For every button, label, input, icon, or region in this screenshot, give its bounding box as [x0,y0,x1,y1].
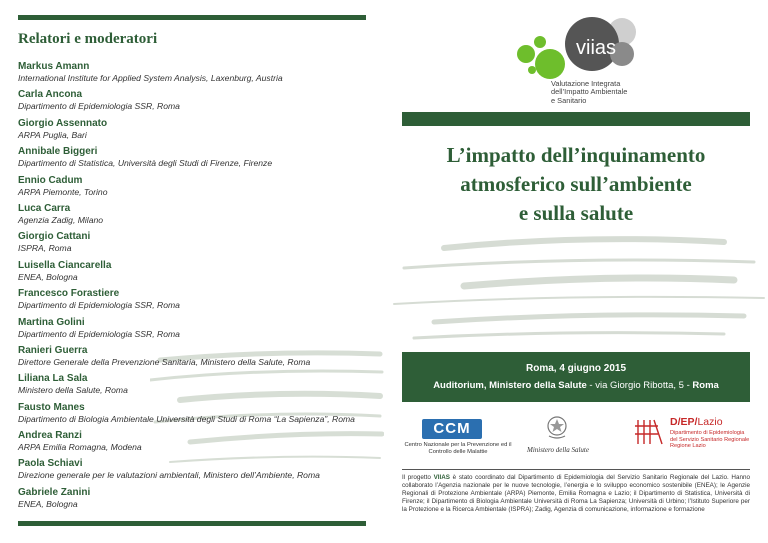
speaker-name: Ennio Cadum [18,174,83,186]
right-panel [384,0,768,543]
section-title: Relatori e moderatori [18,31,158,47]
speaker-affiliation: ISPRA, Roma [18,243,72,254]
logo-subtitle [551,80,627,105]
footer-text [402,474,750,514]
speaker-affiliation: ENEA, Bologna [18,498,78,509]
speaker-affiliation: Ministero della Salute, Roma [18,385,128,396]
venue-name: Auditorium, Ministero della Salute [433,380,587,391]
ccm-logo: CCM [422,419,482,439]
venue-address: - via Giorgio Ribotta, 5 - [586,380,693,391]
speaker-affiliation: Agenzia Zadig, Milano [18,214,104,225]
speaker-affiliation: International Institute for Applied System Analysis, Laxenburg, Austria [18,73,283,83]
speaker-affiliation: ARPA Piemonte, Torino [18,186,108,197]
speaker-item [18,174,368,202]
speaker-name: Annibale Biggeri [18,146,98,158]
brush-strokes-decoration [384,228,768,348]
speaker-name: Liliana La Sala [18,373,88,385]
speaker-affiliation: Dipartimento di Statistica, Università degli Studi di Firenze, Firenze [18,158,273,169]
speaker-affiliation: ARPA Emilia Romagna, Modena [18,442,142,453]
speaker-name: Giorgio Cattani [18,231,91,243]
speaker-name: Giorgio Assennato [18,117,108,129]
speaker-name: Luca Carra [18,202,71,214]
title-line: L’impatto dell’inquinamento [446,143,706,167]
speaker-item [18,145,368,173]
speaker-name: Fausto Manes [18,401,85,413]
speaker-affiliation: Direzione generale per le valutazioni ambientali, Ministero dell’Ambiente, Roma [18,470,320,481]
speaker-affiliation: Dipartimento di Biologia Ambientale Università degli Studi di Roma “La Sapienza”, Roma [18,413,355,424]
speaker-item [18,117,368,145]
speaker-affiliation: Dipartimento di Epidemiologia SSR, Roma [18,328,180,339]
venue-city: Roma [692,380,719,391]
dep-title [670,416,723,428]
speaker-affiliation: Dipartimento di Epidemiologia SSR, Roma [18,300,180,311]
ccm-caption: Centro Nazionale per la Prevenzione ed il Controllo delle Malattie [404,442,512,455]
dep-caption-line: del Servizio Sanitario Regionale [670,436,750,443]
speaker-item [18,259,368,287]
speaker-item [18,88,368,116]
event-box [402,352,750,402]
republic-emblem-icon [546,414,568,440]
bottom-rule [18,521,366,526]
speaker-name: Carla Ancona [18,89,83,101]
speaker-affiliation: Dipartimento di Epidemiologia SSR, Roma [18,101,180,112]
speaker-item [18,372,368,400]
footer-project-name: VIIAS [433,474,451,481]
logo-word: viias [576,37,617,59]
dep-mark-icon [634,416,664,448]
speaker-item [18,401,368,429]
top-rule [18,15,366,20]
speaker-item [18,316,368,344]
header-band [402,112,750,126]
title-line: e sulla salute [518,201,634,225]
partner-logos [398,412,754,462]
logo-subtitle-line: Valutazione Integrata [551,79,621,88]
speaker-item [18,287,368,315]
speaker-item [18,457,368,485]
title-line: atmosferico sull’ambiente [460,172,692,196]
speaker-affiliation: ENEA, Bologna [18,271,78,282]
event-venue [402,380,750,391]
event-date: Roma, 4 giugno 2015 [525,363,627,374]
speaker-item [18,230,368,258]
logo-subtitle-line: dell’Impatto Ambientale [551,87,628,97]
speaker-item [18,202,368,230]
dep-caption-line: Dipartimento di Epidemiologia [670,430,745,436]
speaker-name: Francesco Forastiere [18,288,120,300]
speaker-name: Ranieri Guerra [18,344,88,356]
speaker-item [18,344,368,372]
speaker-name: Markus Amann [18,61,90,72]
logo-subtitle-line: e Sanitario [551,95,587,105]
speaker-affiliation: ARPA Puglia, Bari [18,129,87,140]
dep-caption [670,430,749,450]
footer-prefix: Il progetto [402,474,434,481]
speaker-name: Luisella Ciancarella [18,259,112,271]
speaker-name: Paola Schiavi [18,458,83,470]
dep-acronym: D/EP/ [670,416,698,428]
speaker-item [18,486,368,514]
speaker-name: Gabriele Zanini [18,486,91,498]
speaker-name: Andrea Ranzi [18,430,82,442]
speaker-item [18,60,368,88]
speaker-item [18,429,368,457]
dep-caption-line: Regione Lazio [670,443,706,450]
main-title [404,141,748,228]
dep-region: Lazio [697,416,723,428]
speaker-affiliation: Direttore Generale della Prevenzione Sanitaria, Ministero della Salute, Roma [18,356,311,367]
footer-rule [402,469,750,470]
speaker-name: Martina Golini [18,316,85,328]
dep-lazio-logo [634,416,754,456]
speakers-list [18,60,368,514]
ministero-caption: Ministero della Salute [527,446,589,454]
footer-body: è stato coordinato dal Dipartimento di Epidemiologia del Servizio Sanitario Regionale del Lazio. Hanno collaborato l’Agenzia nazionale per le nuove tecnologie, l’energia e lo sviluppo economico sostenibile (ENEA); le Agenzie Regionali di Protezione Ambientale (ARPA) Piemonte, Emilia Romagna e Lazio; il Dipartimento di Statistica, Università di Firenze; il Dipartimento di Biologia Ambientale Università di Roma La Sapienza; Università di Urbino; l’Istituto Superiore per la Protezione e la Ricerca Ambientale (ISPRA); Zadig, Agenzia di comunicazione, informazione e formazione [402,474,750,513]
